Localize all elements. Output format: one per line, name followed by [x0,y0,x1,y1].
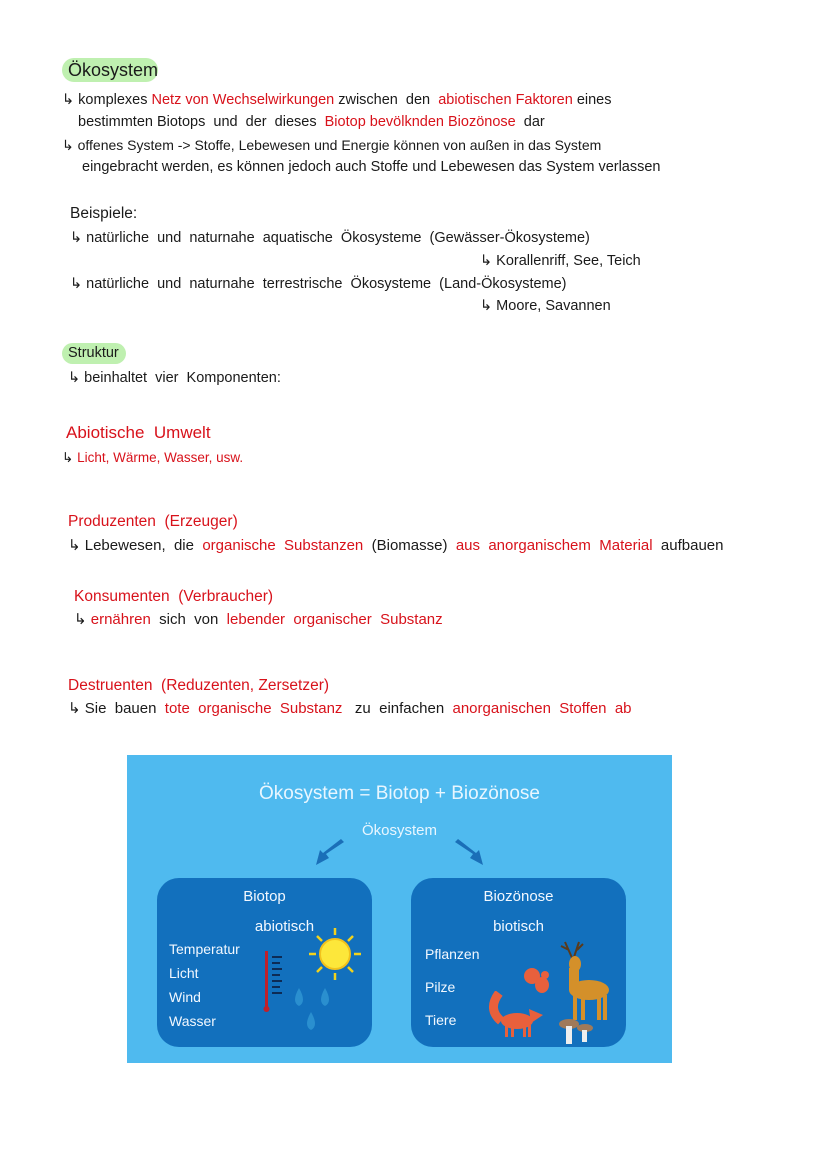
text-segment: zu einfachen [342,700,453,717]
biotop-panel [157,878,372,1047]
component-heading: Konsumenten (Verbraucher) [74,588,274,605]
structure-intro [68,368,281,388]
component-line [68,699,632,719]
component-line [68,536,723,556]
definition-line [62,90,612,110]
highlighted-term: anorganischen Stoffen ab [452,700,632,717]
highlighted-term: aus anorganischem Material [455,537,653,554]
biozoenose-type: biotisch [493,918,544,935]
text-segment: (Biomasse) [363,537,456,554]
text-segment: ↳ komplexes [62,92,152,108]
mushroom-icon [559,1018,595,1046]
text-segment: dar [515,114,545,130]
arrow-left-icon [312,838,348,868]
example-line [480,296,611,316]
text-segment: ↳ [74,611,91,628]
highlighted-term: lebender organischer Substanz [226,611,443,628]
structure-heading: Struktur [68,345,119,361]
highlighted-term: Licht, Wärme, Wasser, usw. [77,450,244,465]
text-segment: bestimmten Biotops und der dieses [78,114,325,130]
component-heading: Destruenten (Reduzenten, Zersetzer) [68,677,330,694]
biotop-item: Wind [169,989,201,1005]
text-segment: ↳ Moore, Savannen [480,298,611,314]
component-heading: Produzenten (Erzeuger) [68,513,238,530]
text-segment: ↳ offenes System -> Stoffe, Lebewesen und Energie können von außen in das System [62,137,602,153]
text-segment: aufbauen [652,537,724,554]
text-segment: sich von [150,611,227,628]
text-segment: ↳ Lebewesen, die [68,537,203,554]
text-segment: eingebracht werden, es können jedoch auch Stoffe und Lebewesen das System verlassen [82,159,661,175]
highlighted-term: ernähren [90,611,151,628]
biozoenose-item: Tiere [425,1012,457,1028]
arrow-right-icon [451,838,487,868]
example-line [70,228,590,248]
diagram-title: Ökosystem = Biotop + Biozönose [259,783,540,804]
highlighted-term: tote organische Substanz [164,700,343,717]
thermometer-icon [262,951,288,1013]
text-segment: ↳ Korallenriff, See, Teich [480,253,641,269]
biozoenose-item: Pilze [425,979,456,995]
highlighted-term: Netz von Wechselwirkungen [151,92,335,108]
component-line [74,610,443,630]
biotop-item: Temperatur [169,941,240,957]
biozoenose-title: Biozönose [483,888,554,905]
highlighted-term: abiotischen Faktoren [438,92,573,108]
biozoenose-panel [411,878,626,1047]
biotop-item: Wasser [169,1013,216,1029]
definition-line [78,112,545,132]
biotop-title: Biotop [243,888,286,905]
highlighted-term: organische Substanzen [202,537,364,554]
definition-line [82,157,661,177]
definition-line [62,135,601,155]
component-heading: Abiotische Umwelt [66,423,211,442]
deer-icon [551,940,613,1025]
page-title: Ökosystem [68,60,159,80]
diagram-subtitle: Ökosystem [361,822,437,839]
text-segment: ↳ natürliche und naturnahe aquatische Ökosysteme (Gewässer-Ökosysteme) [70,230,590,246]
sun-icon [307,926,363,982]
example-line [70,274,567,294]
text-segment: ↳ natürliche und naturnahe terrestrische Ökosysteme (Land-Ökosysteme) [70,276,567,292]
text-segment: ↳ [62,450,78,465]
examples-heading: Beispiele: [70,205,138,222]
water-drops-icon [287,988,347,1043]
highlighted-term: Biotop bevölknden Biozönose [324,114,516,130]
text-segment: zwischen den [334,92,439,108]
text-segment: eines [572,92,612,108]
ecosystem-diagram [127,755,672,1063]
component-line [62,448,243,468]
biozoenose-item: Pflanzen [425,946,480,962]
biotop-type: abiotisch [254,918,315,935]
text-segment: ↳ Sie bauen [68,700,165,717]
fox-icon [487,991,547,1039]
biotop-item: Licht [169,965,199,981]
text-segment: ↳ beinhaltet vier Komponenten: [68,370,281,386]
squirrel-icon [523,966,551,994]
example-line [480,251,641,271]
